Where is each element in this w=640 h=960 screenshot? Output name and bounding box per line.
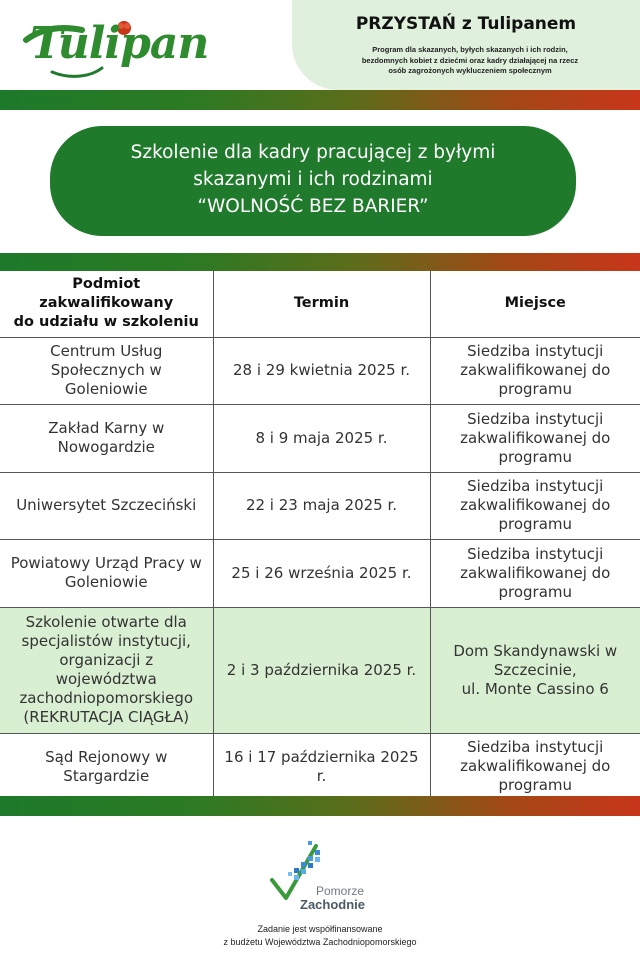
cell-line: zakwalifikowanej do (460, 496, 611, 515)
cell-line: 25 i 26 września 2025 r. (231, 563, 412, 582)
funding-note: z budżetu Województwa Zachodniopomorskiego (223, 937, 417, 947)
cell-entity (0, 405, 213, 473)
cell-place (430, 540, 640, 608)
cell-line: programu (498, 776, 573, 795)
cell-line: Siedziba instytucji (467, 477, 604, 496)
table-row (0, 540, 640, 608)
cell-place (430, 733, 640, 801)
cell-line: Siedziba instytucji (467, 409, 604, 428)
cell-line: Szczecinie, (493, 660, 577, 679)
gradient-divider (0, 90, 640, 110)
gradient-divider (0, 253, 640, 271)
pomorze-zachodnie-logo (266, 838, 376, 916)
logo-wordmark: Tulipan (30, 18, 209, 69)
cell-place (430, 607, 640, 733)
cell-line: 2 i 3 października 2025 r. (226, 660, 417, 679)
header-title-panel (292, 0, 640, 90)
cell-date (213, 405, 430, 473)
cell-date (213, 472, 430, 540)
program-subtitle (350, 45, 590, 77)
cell-line: Siedziba instytucji (467, 342, 604, 361)
table-row (0, 472, 640, 540)
cell-line: programu (498, 380, 573, 399)
header-line: Termin (293, 295, 350, 312)
cell-line: Siedziba instytucji (467, 738, 604, 757)
subtitle-line: Program dla skazanych, byłych skazanych i ich rodzin, (372, 45, 568, 54)
header-date (213, 271, 430, 337)
cell-line: zakwalifikowanej do (460, 428, 611, 447)
cell-line: specjalistów instytucji, (21, 632, 191, 650)
cell-entity (0, 733, 213, 801)
table-row (0, 733, 640, 801)
logo-text-zachodnie: Zachodnie (300, 897, 366, 912)
table-row (0, 337, 640, 405)
cell-line: Nowogardzie (57, 438, 155, 457)
cell-entity (0, 540, 213, 608)
header-line: Miejsce (504, 295, 566, 312)
header-entity (0, 271, 213, 337)
cell-line: Sąd Rejonowy w (45, 747, 168, 766)
cell-line: zakwalifikowanej do (460, 563, 611, 582)
cell-line: Goleniowie (64, 573, 148, 592)
training-title-banner (50, 126, 576, 236)
cell-line: zachodniopomorskiego (19, 689, 194, 707)
banner-line: skazanymi i ich rodzinami (193, 169, 433, 190)
header-place (430, 271, 640, 337)
schedule-table (0, 271, 640, 801)
subtitle-line: bezdomnych kobiet z dziećmi oraz kadry działającej na rzecz (361, 55, 579, 65)
cell-line: Siedziba instytucji (467, 544, 604, 563)
cell-line: zakwalifikowanej do (460, 757, 611, 776)
cell-line: Centrum Usług (50, 342, 163, 361)
cell-date (213, 540, 430, 608)
cell-entity (0, 472, 213, 540)
cell-line: Dom Skandynawski w (453, 641, 618, 660)
gradient-divider (0, 796, 640, 816)
cell-line: 28 i 29 kwietnia 2025 r. (232, 361, 410, 380)
table-row-highlighted (0, 607, 640, 733)
cell-line: ul. Monte Cassino 6 (461, 679, 609, 698)
banner-line: Szkolenie dla kadry pracującej z byłymi (130, 142, 496, 163)
cell-date (213, 337, 430, 405)
cell-line: programu (498, 515, 573, 534)
cell-line: zakwalifikowanej do (460, 361, 611, 380)
cell-line: Uniwersytet Szczeciński (16, 496, 197, 515)
cell-line: 16 i 17 października 2025 r. (224, 747, 419, 785)
cell-line: (REKRUTACJA CIĄGŁA) (23, 708, 190, 726)
cell-line: Goleniowie (64, 380, 148, 399)
cell-line: programu (498, 582, 573, 601)
cell-entity (0, 337, 213, 405)
cell-line: organizacji z (59, 651, 154, 669)
program-title: PRZYSTAŃ z Tulipanem (355, 14, 577, 34)
cell-place (430, 337, 640, 405)
cell-line: 22 i 23 maja 2025 r. (245, 496, 398, 515)
header-line: Podmiot zakwalifikowany (39, 276, 174, 312)
cell-entity (0, 607, 213, 733)
cell-date (213, 607, 430, 733)
cell-line: Stargardzie (63, 766, 150, 785)
cell-line: województwa (55, 670, 157, 688)
cell-date (213, 733, 430, 801)
header-line: do udziału w szkoleniu (13, 314, 199, 331)
banner-line: “WOLNOŚĆ BEZ BARIER” (197, 196, 429, 217)
table-row (0, 405, 640, 473)
cell-line: Społecznych w (50, 361, 162, 380)
cell-place (430, 405, 640, 473)
cell-line: 8 i 9 maja 2025 r. (255, 428, 388, 447)
funding-note: Zadanie jest współfinansowane (257, 924, 383, 934)
cell-line: Zakład Karny w (48, 419, 165, 438)
subtitle-line: osób zagrożonych wykluczeniem społecznym (388, 66, 552, 75)
cell-place (430, 472, 640, 540)
logo-text-pomorze: Pomorze (316, 884, 365, 898)
cell-line: Szkolenie otwarte dla (25, 613, 187, 631)
table-header-row (0, 271, 640, 337)
cell-line: programu (498, 447, 573, 466)
cell-line: Powiatowy Urząd Pracy w (10, 554, 202, 573)
